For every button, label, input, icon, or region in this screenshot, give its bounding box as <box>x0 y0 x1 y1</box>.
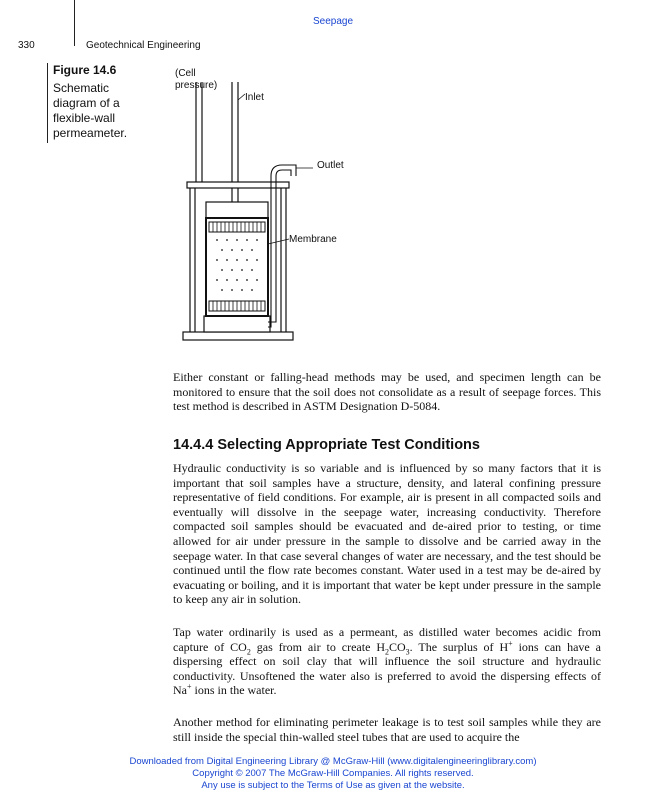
figure-label: Figure 14.6 <box>53 63 117 77</box>
pedestal <box>204 316 270 332</box>
paragraph-4: Another method for eliminating perimeter leakage is to test soil samples while they are still inside the special thin-walled steel tubes that are used to acquire the <box>173 715 601 744</box>
paragraph-3: Tap water ordinarily is used as a permeant, as distilled water becomes acidic from capture of $CO_2$ gas from air to create $H_2CO_3$. The surplus of H+ ions can have a dispersing effect on soil clay that will influence the soil structure and hydraulic conductivity. Unsoftened the water also is preferred to avoid the dispersing effects of Na+ ions in the water. <box>173 625 601 698</box>
header-rule <box>74 0 75 46</box>
figure-caption: Schematic diagram of a flexible-wall permeameter. <box>53 81 128 140</box>
label-cell-pressure-2: pressure) <box>175 80 218 91</box>
label-outlet: Outlet <box>317 160 344 171</box>
paragraph-2: Hydraulic conductivity is so variable and is influenced by so many factors that it is important that soil samples have a structure, density, and lateral confining pressure representative of field conditions. For example, air is present in all compacted soils and eventually will dissolve in the seepage water, increasing conductivity. Therefore compacted soil samples should be evacuated and de-aired prior to testing, or time allowed for air under pressure in the sample to dissolve and be carried away in the seepage water. In that case several changes of water are necessary, and the test should be continued until the flow rate becomes constant. Water used in a test may be de-aired by evacuating or boiling, and it is important that water be kept under pressure in the sample to keep any air in solution. <box>173 461 601 607</box>
top-cap <box>206 202 268 218</box>
paragraph-1: Either constant or falling-head methods may be used, and specimen length can be monitored to ensure that the soil does not consolidate as a result of seepage forces. This test method is described in ASTM Designation D-5084. <box>173 370 601 414</box>
cell-lid <box>187 182 289 188</box>
page-number: 330 <box>18 40 35 51</box>
label-membrane: Membrane <box>289 234 337 245</box>
section-heading: 14.4.4 Selecting Appropriate Test Conditions <box>173 437 480 453</box>
label-inlet: Inlet <box>245 92 264 103</box>
footer-copyright: Copyright © 2007 The McGraw-Hill Companies. All rights reserved. <box>192 768 474 779</box>
label-cell-pressure-1: (Cell <box>175 68 196 79</box>
footer-terms: Any use is subject to the Terms of Use as given at the website. <box>201 780 465 791</box>
soil-specimen <box>216 239 258 291</box>
caption-rule <box>47 63 48 143</box>
outlet-tube <box>268 165 296 327</box>
footer-download-link[interactable]: Downloaded from Digital Engineering Library @ McGraw-Hill (www.digitalengineeringlibrary.com) <box>129 756 537 767</box>
running-head: Seepage <box>312 16 354 27</box>
base-plate <box>183 332 293 340</box>
permeameter-diagram <box>165 64 345 354</box>
book-title: Geotechnical Engineering <box>86 40 201 51</box>
